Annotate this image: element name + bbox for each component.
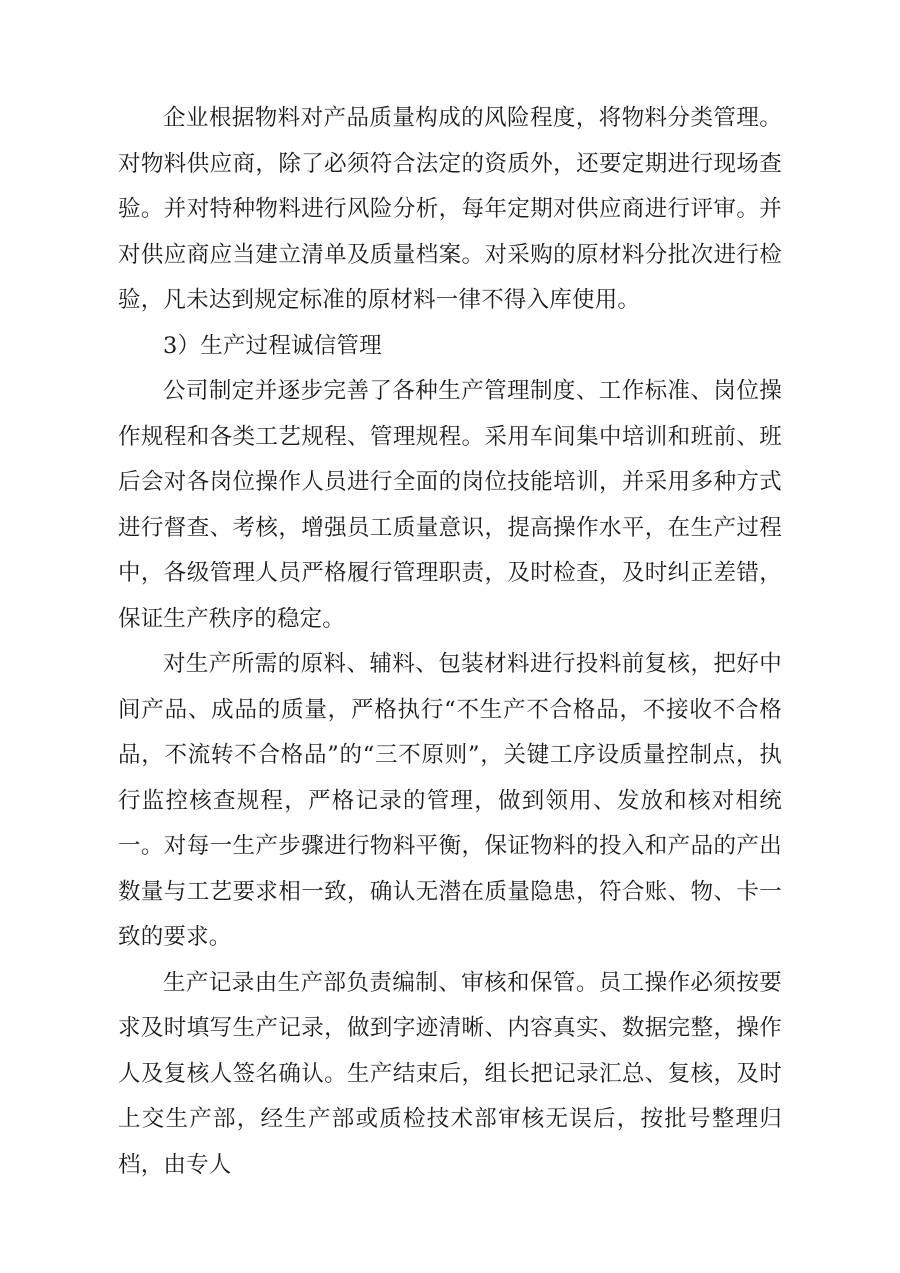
document-body (118, 96, 782, 1188)
paragraph-material-recheck: 对生产所需的原料、辅料、包装材料进行投料前复核，把好中间产品、成品的质量，严格执行“不生产不合格品，不接收不合格品，不流转不合格品”的“三不原则”，关键工序设质量控制点，执行监控核查规程，严格记录的管理，做到领用、发放和核对相统一。对每一生产步骤进行物料平衡，保证物料的投入和产品的产出数量与工艺要求相一致，确认无潜在质量隐患，符合账、物、卡一致的要求。 (118, 651, 782, 950)
paragraph-section-heading-3: 3）生产过程诚信管理 (163, 332, 382, 359)
paragraph-production-system: 公司制定并逐步完善了各种生产管理制度、工作标准、岗位操作规程和各类工艺规程、管理规程。采用车间集中培训和班前、班后会对各岗位操作人员进行全面的岗位技能培训，并采用多种方式进行督查、考核，增强员工质量意识，提高操作水平，在生产过程中，各级管理人员严格履行管理职责，及时检查，及时纠正差错，保证生产秩序的稳定。 (118, 378, 782, 632)
paragraph-production-records: 生产记录由生产部负责编制、审核和保管。员工操作必须按要求及时填写生产记录，做到字迹清晰、内容真实、数据完整，操作人及复核人签名确认。生产结束后，组长把记录汇总、复核，及时上交生产部，经生产部或质检技术部审核无误后，按批号整理归档，由专人 (118, 969, 782, 1178)
paragraph-material-management: 企业根据物料对产品质量构成的风险程度，将物料分类管理。对物料供应商，除了必须符合法定的资质外，还要定期进行现场查验。并对特种物料进行风险分析，每年定期对供应商进行评审。并对供应商应当建立清单及质量档案。对采购的原材料分批次进行检验，凡未达到规定标准的原材料一律不得入库使用。 (118, 105, 782, 313)
